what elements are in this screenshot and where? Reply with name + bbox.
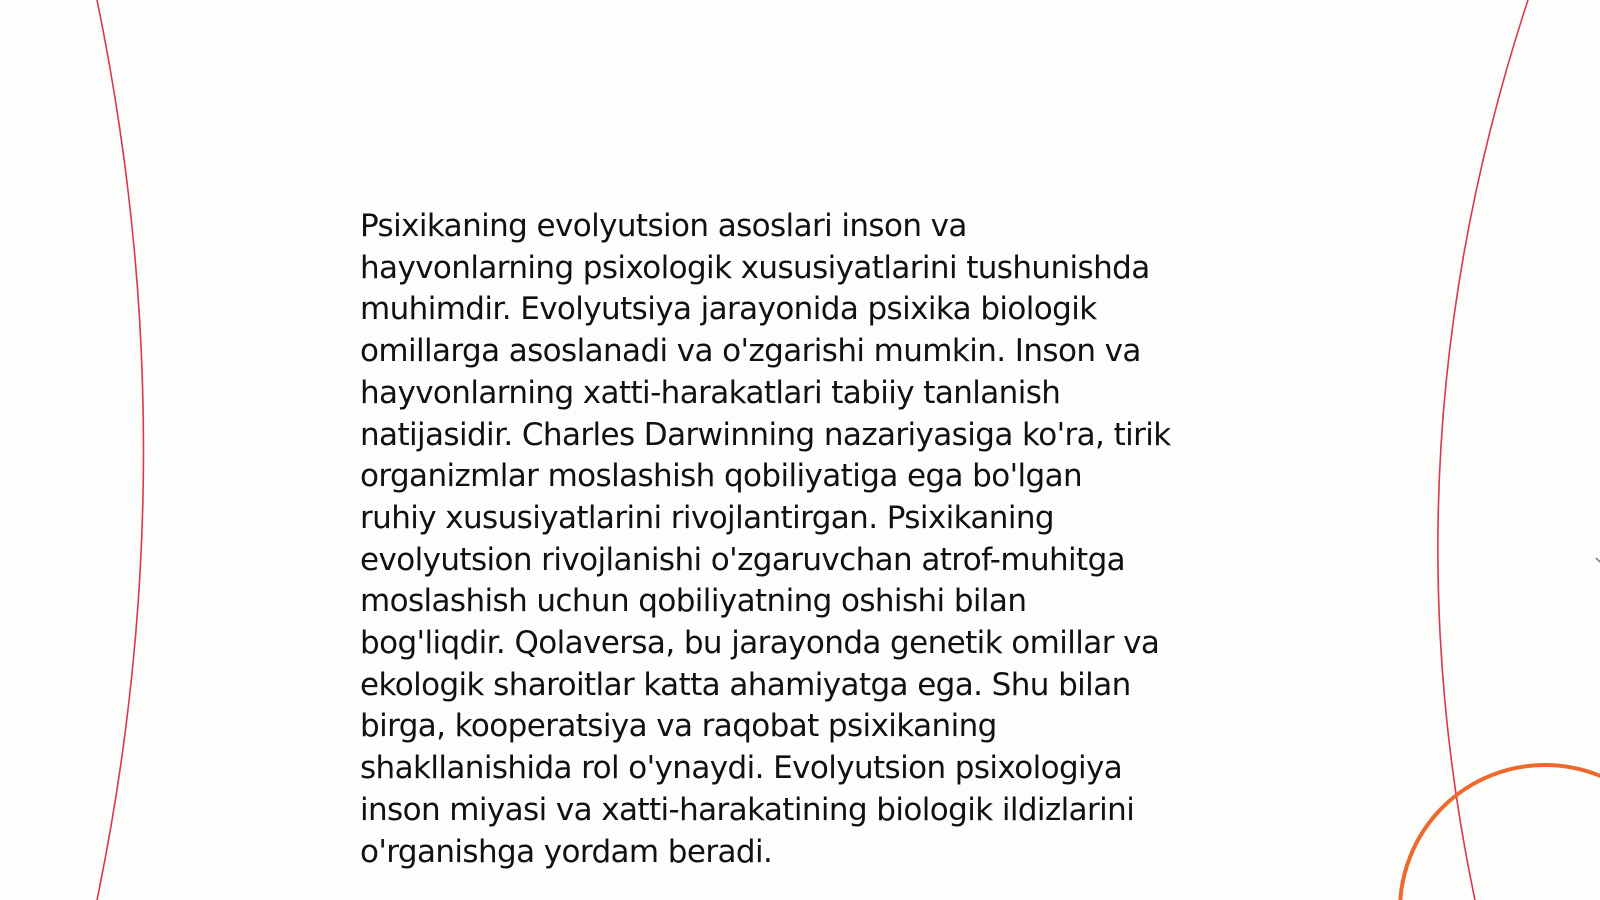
slide-body-text: Psixikaning evolyutsion asoslari inson va hayvonlarning psixologik xususiyatlarini tushunishda muhimdir. Evolyutsiya jarayonida psixika biologik omillarga asoslanadi va o'zgarishi mumkin. Inson va hayvonlarning xatti-harakatlari tabiiy tanlanish natijasidir. Charles Darwinning nazariyasiga ko'ra, tirik organizmlar moslashish qobiliyatiga ega bo'lgan ruhiy xususiyatlarini rivojlantirgan. Psixikaning evolyutsion rivojlanishi o'zgaruvchan atrof-muhitga moslashish uchun qobiliyatning oshishi bilan bog'liqdir. Qolaversa, bu jarayonda genetik omillar va ekologik sharoitlar katta ahamiyatga ega. Shu bilan birga, kooperatsiya va raqobat psixikaning shakllanishida rol o'ynaydi. Evolyutsion psixologiya inson miyasi va xatti-harakatining biologik ildizlarini o'rganishga yordam beradi. — [360, 208, 1171, 870]
left-curve-decoration — [97, 0, 144, 900]
orange-circle-decoration — [1400, 765, 1600, 900]
small-arrow-mark — [1596, 558, 1600, 562]
right-curve-decoration — [1438, 0, 1528, 900]
